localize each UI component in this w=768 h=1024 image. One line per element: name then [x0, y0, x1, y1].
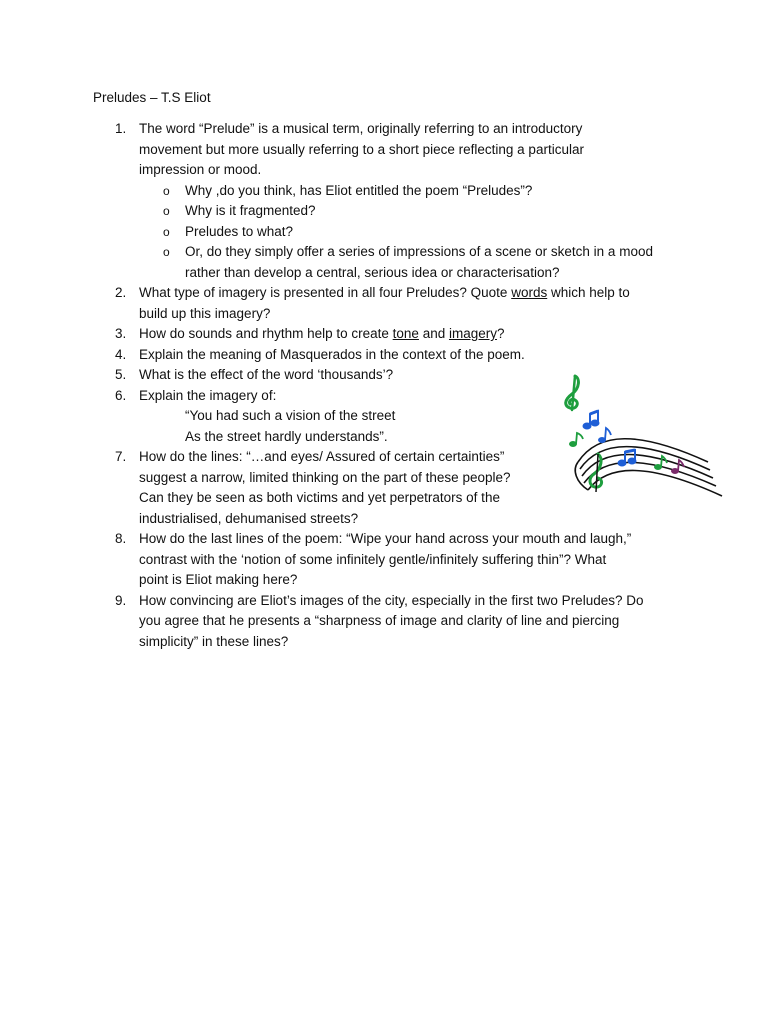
question-9	[93, 591, 693, 653]
question-4	[93, 345, 693, 366]
question-text-line: movement but more usually referring to a short piece reflecting a particular	[139, 141, 584, 157]
bullet-icon: o	[163, 183, 170, 198]
question-text-line: industrialised, dehumanised streets?	[139, 510, 359, 526]
question-number: 3.	[115, 326, 127, 341]
sub-question	[139, 181, 693, 202]
question-text-line: suggest a narrow, limited thinking on the part of these people?	[139, 469, 511, 485]
question-text-line: point is Eliot making here?	[139, 572, 298, 587]
sub-question-text: rather than develop a central, serious idea or characterisation?	[185, 264, 560, 280]
question-text: which help to	[547, 285, 630, 300]
question-number: 1.	[115, 121, 127, 136]
question-text-line: How do the last lines of the poem: “Wipe your hand across your mouth and laugh,”	[139, 531, 632, 546]
question-text: ?	[496, 326, 505, 341]
question-text: What type of imagery is presented in all four Preludes? Quote	[139, 285, 512, 300]
question-number: 2.	[115, 285, 127, 300]
question-3	[93, 324, 693, 345]
question-number: 4.	[115, 346, 127, 362]
sub-question-list	[139, 181, 693, 284]
question-text-line: How do the lines: “…and eyes/ Assured of certain certainties”	[139, 449, 505, 464]
question-number: 8.	[115, 531, 127, 546]
question-text-line: Explain the imagery of:	[139, 387, 277, 403]
question-text-line	[139, 283, 693, 304]
treble-clef-staff-green-icon	[590, 454, 602, 492]
question-number: 9.	[115, 592, 127, 608]
sub-question-text: Or, do they simply offer a series of impressions of a scene or sketch in a mood	[185, 244, 653, 259]
question-text-line: Can they be seen as both victims and yet perpetrators of the	[139, 490, 500, 505]
poem-quote-line: As the street hardly understands”.	[185, 428, 388, 444]
question-text-line: The word “Prelude” is a musical term, originally referring to an introductory	[139, 121, 583, 136]
underlined-word: imagery	[448, 326, 497, 341]
question-number: 5.	[115, 367, 127, 382]
question-8	[93, 529, 693, 591]
question-2	[93, 283, 693, 324]
bullet-icon: o	[163, 224, 170, 239]
document-title: Preludes – T.S Eliot	[93, 90, 211, 105]
double-note-staff-blue-icon	[618, 450, 636, 466]
question-text-line: simplicity” in these lines?	[139, 633, 289, 649]
question-text-line: build up this imagery?	[139, 305, 271, 321]
sub-question-text: Preludes to what?	[185, 223, 294, 239]
single-note-green-icon	[570, 433, 584, 447]
question-1	[93, 119, 693, 283]
sub-question	[139, 201, 693, 222]
question-text-line: What is the effect of the word ‘thousands’?	[139, 367, 394, 382]
double-note-blue-icon	[583, 411, 599, 429]
question-text-line: you agree that he presents a “sharpness of image and clarity of line and piercing	[139, 613, 620, 628]
sub-question-text: Why is it fragmented?	[185, 203, 316, 218]
question-text-line: contrast with the ‘notion of some infinitely gentle/infinitely suffering thin”? What	[139, 551, 607, 567]
underlined-word: words	[511, 285, 548, 300]
question-text-line: How convincing are Eliot’s images of the city, especially in the first two Preludes? Do	[139, 592, 644, 608]
underlined-word: tone	[392, 326, 419, 341]
question-number: 6.	[115, 387, 127, 403]
sub-question	[139, 222, 693, 243]
question-text: and	[418, 326, 449, 341]
question-text-line: Explain the meaning of Masquerados in the context of the poem.	[139, 346, 525, 362]
music-notes-staff-icon	[558, 370, 728, 510]
question-text-line	[139, 324, 693, 345]
bullet-icon: o	[163, 245, 170, 259]
question-text: How do sounds and rhythm help to create	[139, 326, 393, 341]
sub-question	[139, 242, 693, 283]
bullet-icon: o	[163, 204, 170, 218]
sub-question-text: Why ,do you think, has Eliot entitled the poem “Preludes”?	[185, 182, 533, 198]
question-text-line: impression or mood.	[139, 162, 262, 177]
treble-clef-green-icon	[566, 376, 579, 410]
poem-quote-line: “You had such a vision of the street	[185, 408, 396, 423]
question-number: 7.	[115, 449, 127, 464]
